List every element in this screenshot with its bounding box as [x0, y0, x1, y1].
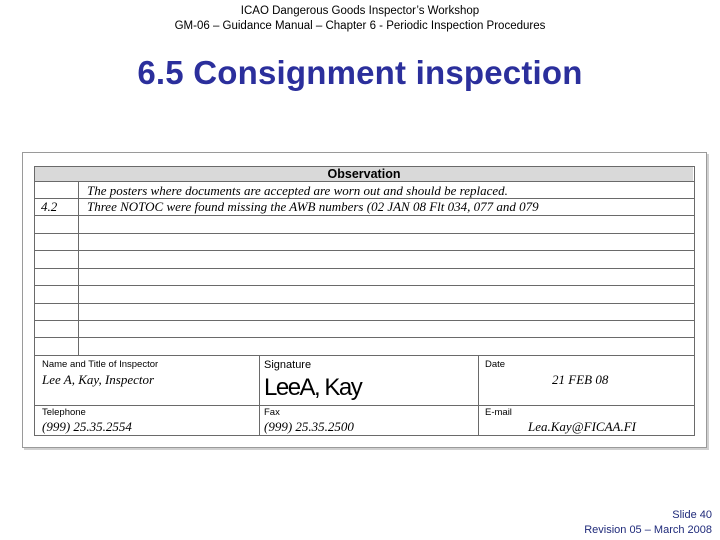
signature-label: Signature — [264, 359, 312, 371]
workshop-title: ICAO Dangerous Goods Inspector’s Workshop — [240, 5, 480, 17]
rule — [34, 435, 694, 436]
observation-text: The posters where documents are accepted are worn out and should be replaced. — [87, 183, 508, 198]
rule — [34, 405, 694, 406]
fax-value: (999) 25.35.2500 — [264, 419, 354, 434]
rule — [34, 303, 694, 304]
fax-label: Fax — [264, 407, 280, 418]
rule — [34, 181, 694, 182]
rule — [34, 268, 694, 269]
rule — [34, 215, 694, 216]
observation-heading: Observation — [35, 167, 693, 181]
rule — [694, 166, 695, 436]
telephone-value: (999) 25.35.2554 — [42, 419, 132, 434]
slide-footer — [584, 508, 712, 538]
manual-subtitle: GM-06 – Guidance Manual – Chapter 6 - Periodic Inspection Procedures — [174, 20, 546, 32]
rule — [34, 285, 694, 286]
observation-text: Three NOTOC were found missing the AWB numbers (02 JAN 08 Flt 034, 077 and 079 — [87, 199, 539, 214]
email-label: E-mail — [485, 407, 512, 418]
signature-value: LeeA, Kay — [264, 374, 362, 401]
inspector-value: Lee A, Kay, Inspector — [42, 372, 155, 387]
rule — [34, 337, 694, 338]
rule — [34, 250, 694, 251]
rule — [34, 233, 694, 234]
inspector-label: Name and Title of Inspector — [42, 359, 159, 370]
observation-ref: 4.2 — [41, 199, 58, 214]
revision-label: Revision 05 – March 2008 — [584, 524, 712, 536]
rule — [78, 181, 79, 355]
rule — [478, 355, 479, 435]
rule — [34, 355, 694, 356]
inspection-form — [22, 152, 707, 448]
rule — [34, 166, 35, 436]
rule — [34, 320, 694, 321]
date-value: 21 FEB 08 — [552, 372, 609, 387]
telephone-label: Telephone — [42, 407, 86, 418]
rule — [259, 355, 260, 435]
slide-title: 6.5 Consignment inspection — [137, 54, 583, 91]
email-value: Lea.Kay@FICAA.FI — [528, 419, 636, 434]
slide-number: Slide 40 — [672, 509, 712, 521]
date-label: Date — [485, 359, 506, 370]
